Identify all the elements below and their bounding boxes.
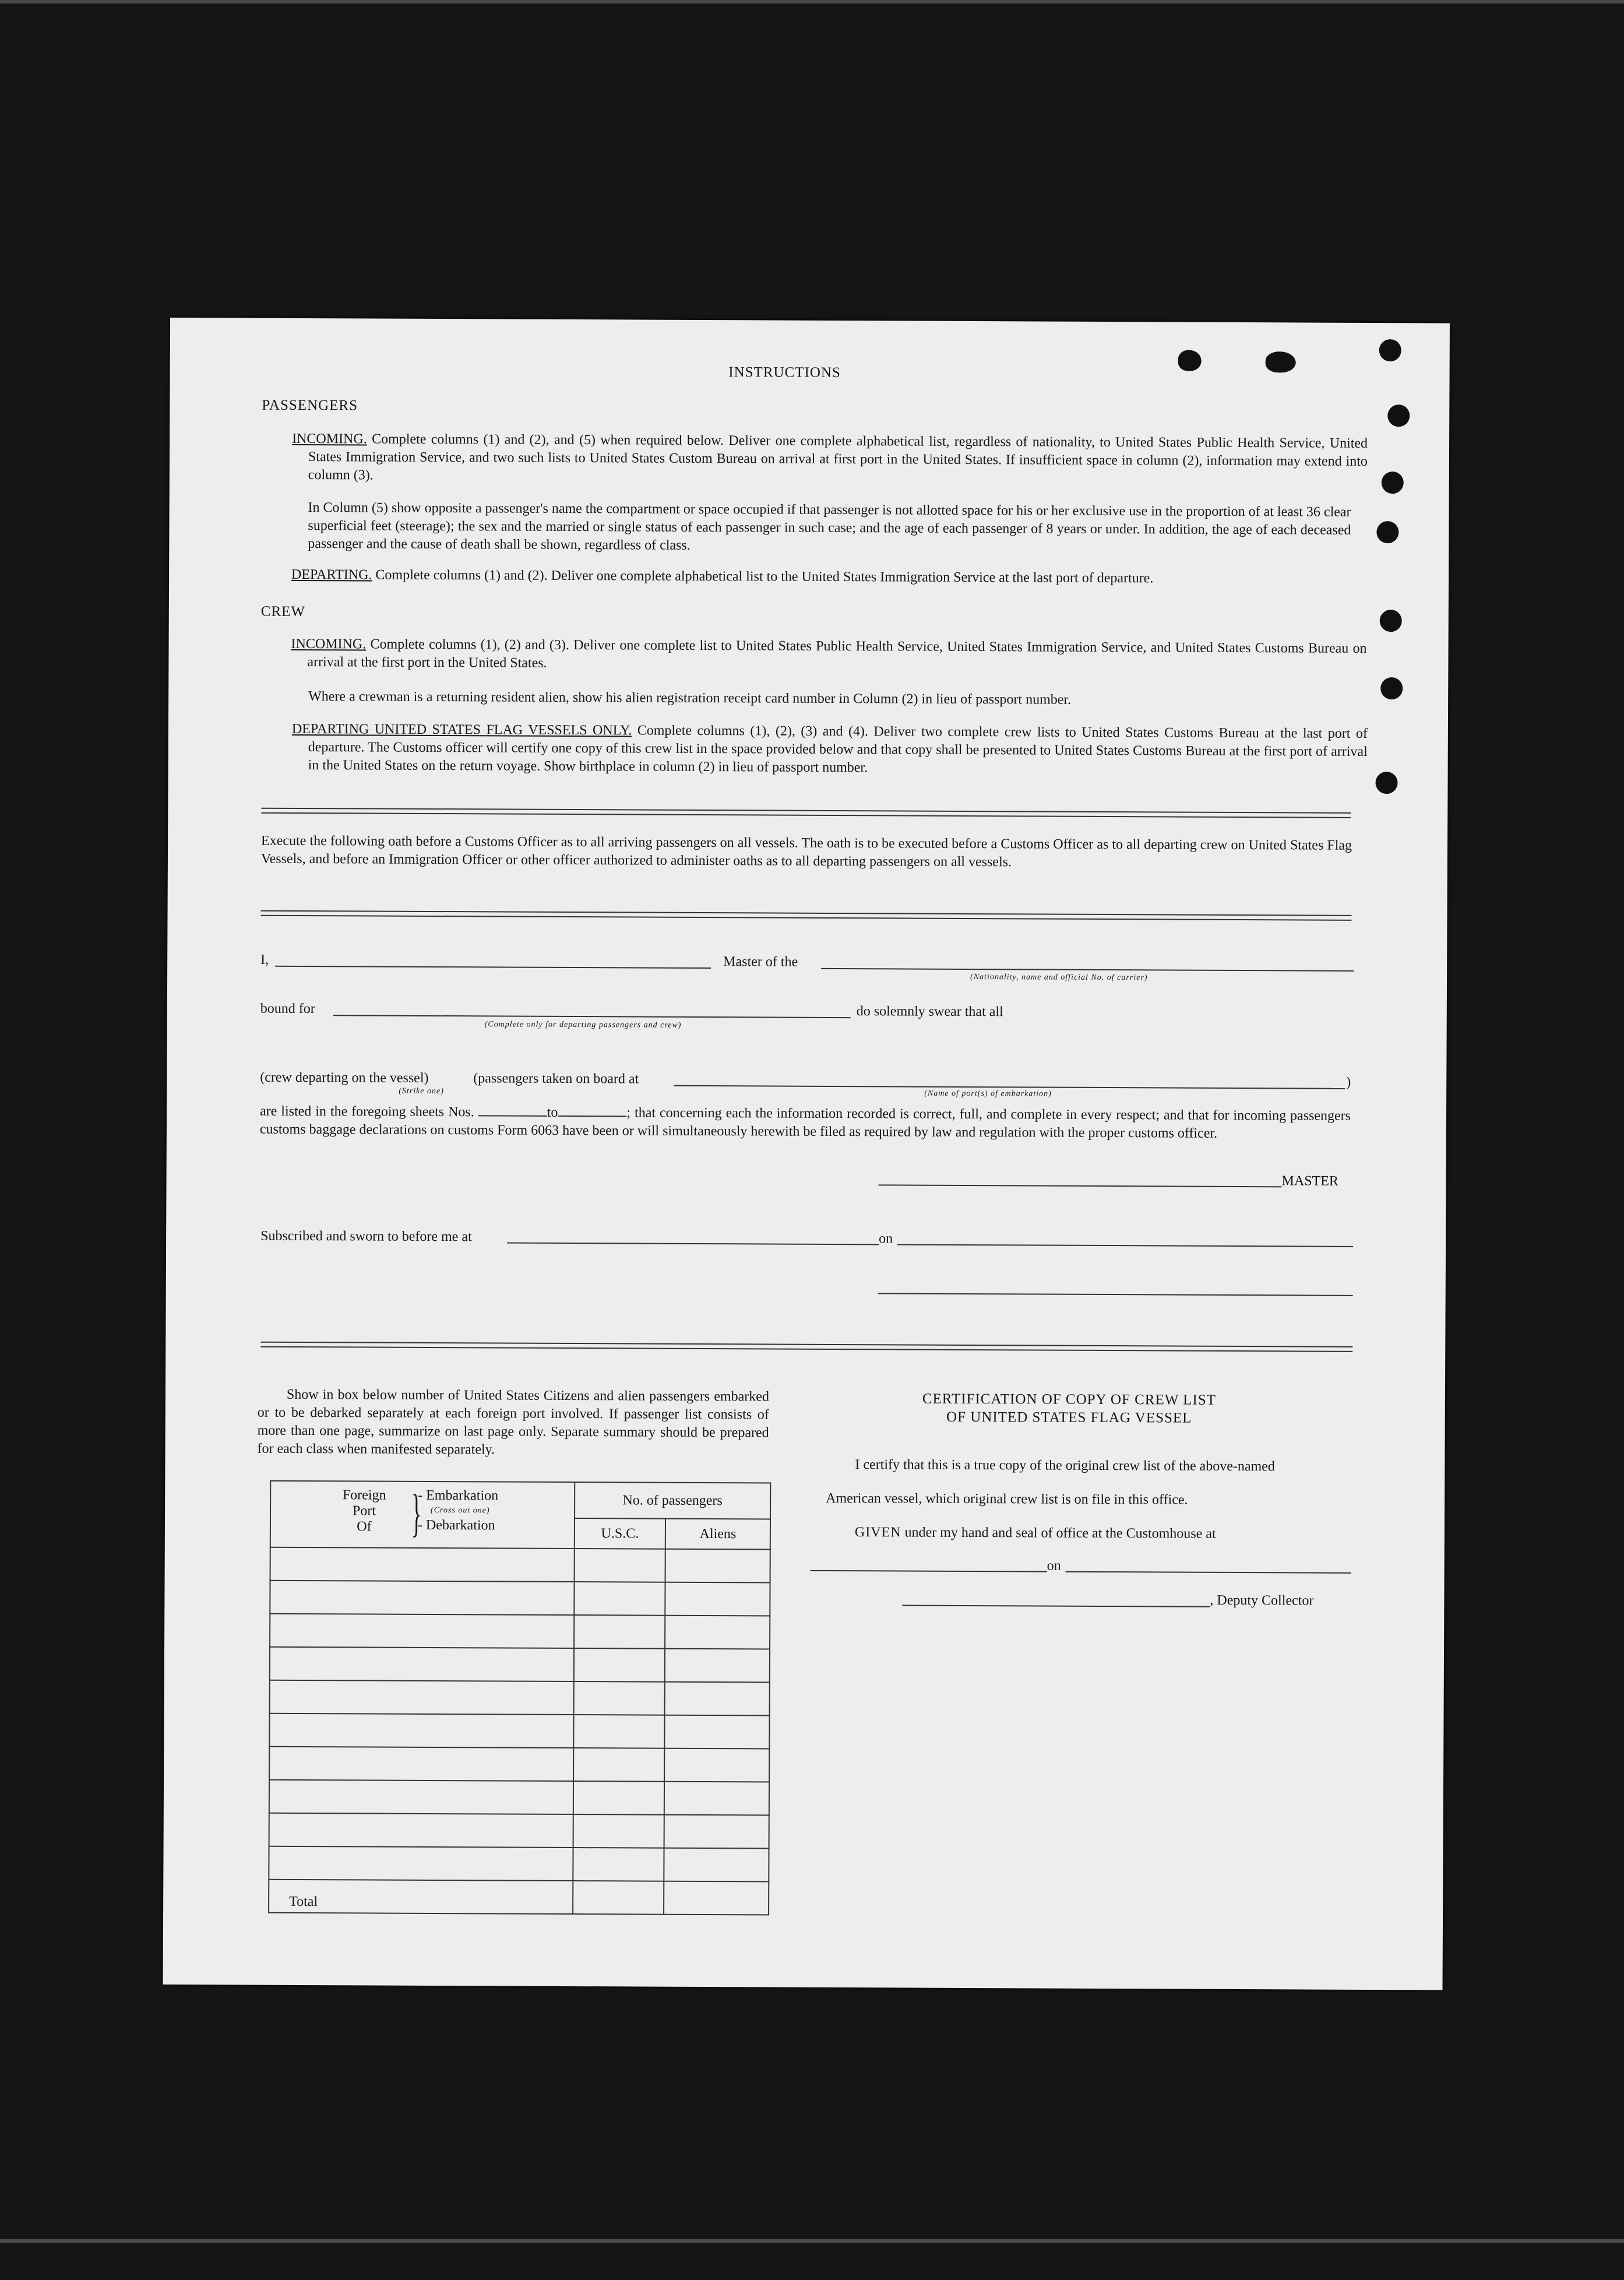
usc-cell[interactable]: [573, 1781, 664, 1815]
passengers-departing-paragraph: [291, 566, 1351, 589]
oath-swear: do solemnly swear that all: [856, 1004, 1003, 1020]
strike-one-note: (Strike one): [399, 1086, 444, 1096]
port-cell[interactable]: [270, 1680, 574, 1715]
oath-intro: Execute the following oath before a Customs Officer as to all arriving passengers on all vessels. The oath is to be executed before a Customs Officer as to all departing crew on United States Flag Vessels, and before an Immigration Officer or other officer authorized to administer oaths as to all departing passengers on all vessels.: [260, 833, 1352, 870]
oath-passengers-taken: (passengers taken on board at: [473, 1071, 639, 1087]
certification-certify: I certify that this is a true copy of the original crew list of the above-named: [855, 1457, 1275, 1475]
of-label: Of: [357, 1519, 372, 1535]
form-page: [163, 318, 1450, 1990]
aliens-cell[interactable]: [665, 1682, 770, 1716]
carrier-note: (Nationality, name and official No. of carrier): [970, 973, 1148, 983]
usc-cell[interactable]: [573, 1848, 664, 1881]
punch-hole-icon: [1380, 677, 1403, 699]
oath-bound-for: bound for: [260, 1001, 315, 1017]
embarkation-ports-field[interactable]: [674, 1085, 1345, 1089]
deputy-collector-signature-field[interactable]: [902, 1605, 1210, 1607]
port-header-cell: [270, 1481, 575, 1549]
departing-note: (Complete only for departing passengers and crew): [484, 1020, 682, 1030]
usc-cell[interactable]: [575, 1549, 665, 1582]
officer-signature-field[interactable]: [878, 1293, 1353, 1296]
embarkation-option[interactable]: - Embarkation: [418, 1487, 499, 1504]
passengers-column5-paragraph: In Column (5) show opposite a passenger's name the compartment or space occupied if that passenger is not allotted space for his or her exclusive use in the proportion of at least 36 clear superficial feet (steerage); the sex and the married or single status of each passenger in such case; and the age of each passenger of 8 years or under. In addition, the age of each deceased passenger and the cause of death shall be shown, regardless of class.: [308, 500, 1351, 553]
usc-cell[interactable]: [574, 1648, 665, 1682]
passengers-departing-label: DEPARTING.: [291, 567, 372, 583]
foreign-label: Foreign: [342, 1487, 386, 1503]
port-cell[interactable]: [269, 1813, 573, 1848]
scan-edge-top: [0, 0, 1624, 3]
usc-cell[interactable]: [573, 1814, 664, 1848]
certification-given-line: [855, 1523, 1216, 1543]
oath-master-label: MASTER: [1281, 1173, 1338, 1189]
oath-close-paren: ): [1346, 1074, 1351, 1090]
aliens-cell[interactable]: [665, 1549, 770, 1583]
crew-heading: CREW: [260, 603, 306, 620]
sworn-date-field[interactable]: [897, 1244, 1353, 1247]
crew-incoming-text: Complete columns (1), (2) and (3). Deliver one complete list to United States Public Health Service, United States Immigration Service, and United States Customs Bureau on arrival at the first port in the United States.: [307, 636, 1367, 671]
oath-sheets-paragraph: [260, 1103, 1351, 1143]
sworn-location-field[interactable]: [507, 1243, 879, 1245]
oath-subscribed: Subscribed and sworn to before me at: [260, 1228, 472, 1245]
oath-crew-departing: (crew departing on the vessel): [260, 1069, 429, 1086]
passengers-incoming-paragraph: [292, 430, 1368, 489]
debarkation-option[interactable]: - Debarkation: [417, 1517, 495, 1533]
crew-departing-paragraph: [292, 720, 1368, 779]
usc-cell[interactable]: [573, 1715, 664, 1748]
port-cell[interactable]: [270, 1547, 575, 1582]
carrier-field[interactable]: [821, 968, 1354, 972]
no-passengers-header: No. of passengers: [575, 1482, 770, 1519]
port-cell[interactable]: [270, 1614, 574, 1648]
oath-sheets-a: are listed in the foregoing sheets Nos.: [260, 1103, 474, 1120]
aliens-cell[interactable]: [665, 1649, 770, 1683]
passengers-incoming-text: Complete columns (1) and (2), and (5) when required below. Deliver one complete alphabetical list, regardless of nationality, to United States Public Health Service, United States Immigration Service, and two such lists to United States Custom Bureau on arrival at first port in the United States. If insufficient space in column (2), information may extend into column (3).: [308, 431, 1368, 483]
oath-i-label: I,: [260, 952, 269, 967]
punch-hole-icon: [1375, 772, 1397, 794]
certification-deputy: , Deputy Collector: [1210, 1592, 1314, 1609]
usc-cell[interactable]: [574, 1615, 665, 1649]
cross-out-note: (Cross out one): [431, 1505, 490, 1515]
port-cell[interactable]: [269, 1747, 573, 1781]
total-label: Total: [289, 1894, 318, 1910]
total-label-cell: [269, 1880, 573, 1914]
aliens-header: Aliens: [665, 1519, 770, 1550]
crew-incoming-label: INCOMING.: [291, 636, 367, 652]
usc-cell[interactable]: [573, 1748, 664, 1782]
punch-hole-icon: [1380, 610, 1402, 632]
passengers-departing-text: Complete columns (1) and (2). Deliver one complete alphabetical list to the United States Immigration Service at the last port of departure.: [375, 567, 1154, 586]
usc-cell[interactable]: [574, 1681, 665, 1715]
punch-hole-icon: [1376, 521, 1398, 543]
ports-note: (Name of port(s) of embarkation): [924, 1089, 1052, 1099]
port-cell[interactable]: [270, 1647, 574, 1681]
usc-total-cell[interactable]: [573, 1881, 664, 1915]
certification-title: [844, 1389, 1295, 1427]
destination-field[interactable]: [333, 1015, 851, 1018]
master-signature-field[interactable]: [879, 1184, 1282, 1187]
punch-hole-icon: [1379, 339, 1401, 361]
certification-date-field[interactable]: [1066, 1571, 1351, 1574]
punch-hole-icon: [1387, 404, 1410, 427]
oath-master-of: Master of the: [723, 954, 798, 970]
certification-on: on: [1047, 1558, 1061, 1574]
aliens-cell[interactable]: [664, 1815, 769, 1849]
punch-hole-icon: [1382, 472, 1404, 494]
divider: [261, 910, 1352, 921]
passengers-incoming-label: INCOMING.: [292, 431, 367, 447]
crew-resident-paragraph: Where a crewman is a returning resident alien, show his alien registration receipt card number in Column (2) in lieu of passport number.: [308, 689, 1072, 708]
sheet-from-field[interactable]: [478, 1104, 547, 1117]
divider: [261, 808, 1351, 818]
oath-sheets-to: to: [547, 1104, 558, 1120]
passengers-heading: PASSENGERS: [262, 397, 358, 414]
oath-sheets-b: ; that concerning each the information recorded is correct, full, and complete in every respect; and that for incoming passengers customs baggage declarations on customs Form 6063 have been or will simultaneously herewith be filed as required by law and regulation with the proper customs officer.: [259, 1105, 1351, 1141]
crew-departing-label: DEPARTING UNITED STATES FLAG VESSELS ONLY.: [291, 721, 632, 738]
summary-instructions: Show in box below number of United States Citizens and alien passengers embarked or to be debarked separately at each foreign port involved. If passenger list consists of more than one page, summarize on last page only. Separate summary should be prepared for each class when manifested separately.: [257, 1387, 769, 1458]
sheet-to-field[interactable]: [558, 1105, 626, 1117]
certification-given-text: under my hand and seal of office at the Customhouse at: [904, 1525, 1216, 1542]
port-cell[interactable]: [269, 1713, 573, 1748]
brace-icon: }: [411, 1484, 422, 1542]
certification-vessel: American vessel, which original crew list is on file in this office.: [826, 1490, 1188, 1508]
aliens-cell[interactable]: [664, 1715, 769, 1749]
aliens-cell[interactable]: [664, 1782, 769, 1815]
passenger-summary-table: [268, 1480, 771, 1916]
scan-edge-bottom: [0, 2239, 1624, 2243]
aliens-cell[interactable]: [665, 1582, 770, 1616]
page-title: INSTRUCTIONS: [728, 364, 841, 381]
certification-given-label: GIVEN: [854, 1525, 901, 1540]
certification-title-line2: OF UNITED STATES FLAG VESSEL: [946, 1409, 1192, 1426]
customhouse-field[interactable]: [811, 1570, 1047, 1572]
crew-departing-text: Complete columns (1), (2), (3) and (4). Deliver two complete crew lists to United States Customs Bureau at the last port of departure. The Customs officer will certify one copy of this crew list in the space provided below and that copy shall be presented to United States Customs Bureau at the first port of arrival in the United States on the return voyage. Show birthplace in column (2) in lieu of passport number.: [308, 723, 1368, 776]
aliens-cell[interactable]: [665, 1616, 770, 1649]
port-cell[interactable]: [269, 1846, 573, 1881]
aliens-total-cell[interactable]: [664, 1881, 769, 1915]
aliens-cell[interactable]: [664, 1848, 769, 1882]
aliens-cell[interactable]: [664, 1748, 769, 1782]
oath-on: on: [879, 1231, 893, 1247]
port-label: Port: [352, 1503, 376, 1519]
divider: [260, 1342, 1352, 1352]
certification-title-line1: CERTIFICATION OF COPY OF CREW LIST: [922, 1391, 1217, 1408]
crew-incoming-paragraph: [291, 635, 1366, 676]
usc-cell[interactable]: [574, 1582, 665, 1616]
master-name-field[interactable]: [275, 966, 711, 969]
usc-header: U.S.C.: [575, 1518, 665, 1549]
port-cell[interactable]: [270, 1581, 574, 1615]
port-cell[interactable]: [269, 1780, 573, 1814]
